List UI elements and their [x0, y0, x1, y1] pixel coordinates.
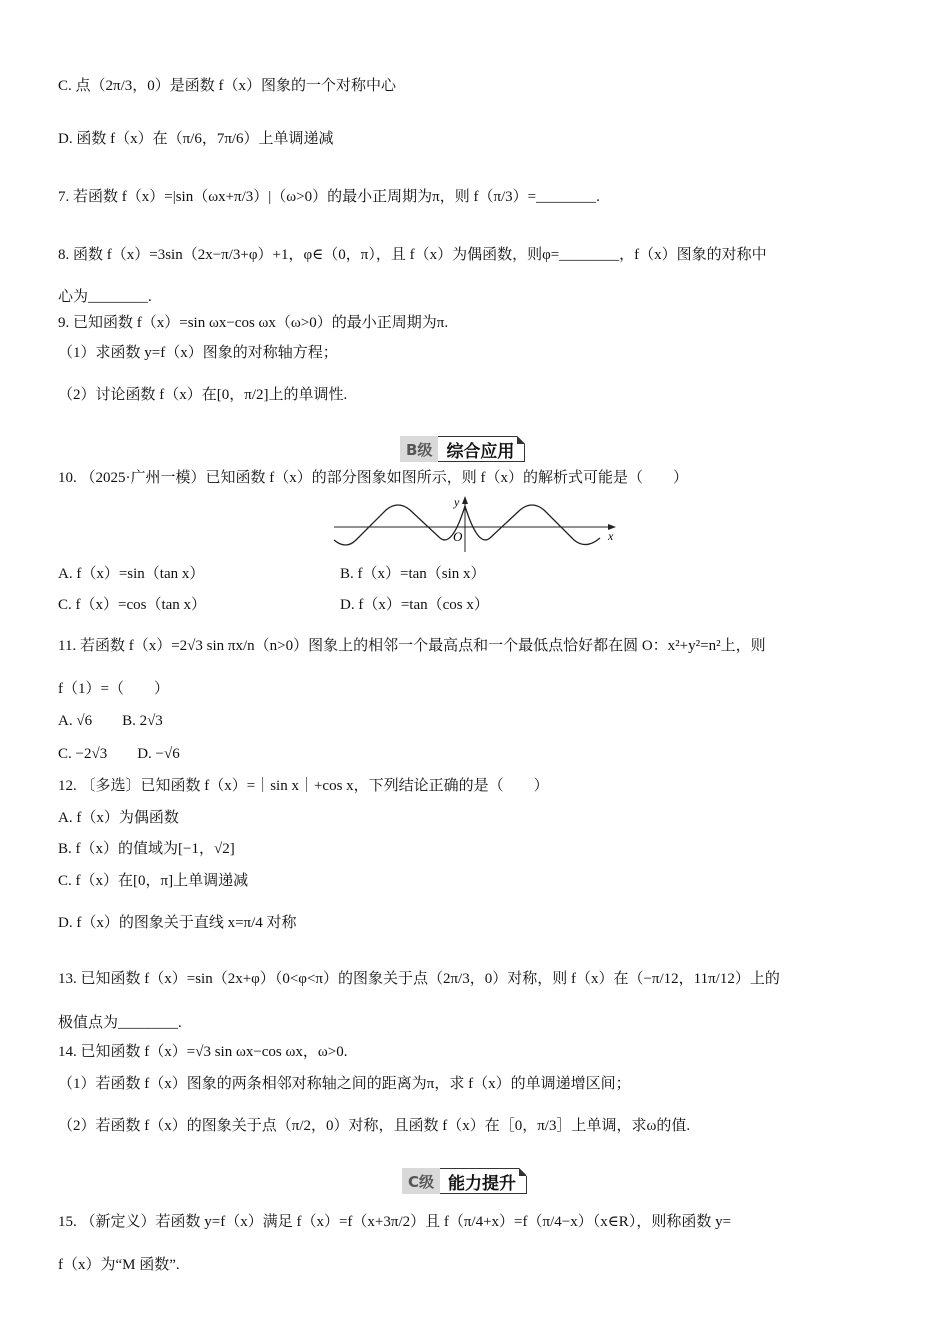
- origin-label: O: [453, 529, 463, 544]
- text-line: D. 函数 f（x）在（π/6，7π/6）上单调递减: [58, 131, 334, 147]
- section-header-b: [400, 436, 525, 462]
- option-row: A. f（x）为偶函数: [58, 810, 179, 826]
- y-axis-arrow: [462, 496, 468, 504]
- section-header-c: [402, 1168, 527, 1194]
- question-9: 9. 已知函数 f（x）=sin ωx−cos ωx（ω>0）的最小正周期为π.: [58, 315, 449, 331]
- y-axis-label: y: [454, 495, 460, 509]
- text-line: 极值点为________.: [58, 1015, 182, 1031]
- section-level: C级: [402, 1168, 440, 1194]
- text-line: （1）求函数 y=f（x）图象的对称轴方程；: [58, 345, 338, 361]
- text-line: f（1）=（ ）: [58, 681, 169, 697]
- option-row: C. −2√3 D. −√6: [58, 746, 180, 762]
- question-14: 14. 已知函数 f（x）=√3 sin ωx−cos ωx，ω>0.: [58, 1044, 348, 1060]
- option-row: A. f（x）=sin（tan x）: [58, 566, 205, 582]
- section-title: 能力提升: [440, 1168, 527, 1194]
- text-line: （2）若函数 f（x）的图象关于点（π/2，0）对称，且函数 f（x）在［0，π/3］上单调，求ω的值.: [58, 1118, 691, 1134]
- question-10: 10. （2025·广州一模）已知函数 f（x）的部分图象如图所示，则 f（x）的解析式可能是（ ）: [58, 470, 688, 486]
- section-level: B级: [400, 436, 438, 462]
- graph-curve: [334, 505, 600, 545]
- option-row: B. f（x）的值域为[−1，√2]: [58, 841, 235, 857]
- section-title: 综合应用: [438, 436, 525, 462]
- option-row: D. f（x）=tan（cos x）: [340, 597, 489, 613]
- option-row: D. f（x）的图象关于直线 x=π/4 对称: [58, 915, 297, 931]
- text-line: （1）若函数 f（x）图象的两条相邻对称轴之间的距离为π，求 f（x）的单调递增区间；: [58, 1076, 631, 1092]
- question-11: 11. 若函数 f（x）=2√3 sin πx/n（n>0）图象上的相邻一个最高点和一个最低点恰好都在圆 O：x²+y²=n²上，则: [58, 638, 766, 654]
- option-row: C. f（x）在[0，π]上单调递减: [58, 873, 249, 889]
- x-axis-label: x: [608, 529, 614, 543]
- question-15: 15. （新定义）若函数 y=f（x）满足 f（x）=f（x+3π/2）且 f（π/4+x）=f（π/4−x）（x∈R），则称函数 y=: [58, 1214, 732, 1230]
- option-row: A. √6 B. 2√3: [58, 713, 163, 729]
- function-graph-figure: [330, 494, 620, 556]
- text-line: C. 点（2π/3，0）是函数 f（x）图象的一个对称中心: [58, 78, 396, 94]
- text-line: （2）讨论函数 f（x）在[0，π/2]上的单调性.: [58, 387, 348, 403]
- question-13: 13. 已知函数 f（x）=sin（2x+φ）（0<φ<π）的图象关于点（2π/3，0）对称，则 f（x）在（−π/12，11π/12）上的: [58, 971, 780, 987]
- question-8: 8. 函数 f（x）=3sin（2x−π/3+φ）+1，φ∈（0，π），且 f（x）为偶函数，则φ=________，f（x）图象的对称中: [58, 247, 767, 263]
- question-7: 7. 若函数 f（x）=|sin（ωx+π/3）|（ω>0）的最小正周期为π，则 f（π/3）=________.: [58, 189, 600, 205]
- question-12: 12. 〔多选〕已知函数 f（x）=｜sin x｜+cos x，下列结论正确的是（ ）: [58, 778, 549, 794]
- option-row: C. f（x）=cos（tan x）: [58, 597, 207, 613]
- text-line: f（x）为“M 函数”.: [58, 1257, 180, 1273]
- option-row: B. f（x）=tan（sin x）: [340, 566, 486, 582]
- text-line: 心为________.: [58, 289, 152, 305]
